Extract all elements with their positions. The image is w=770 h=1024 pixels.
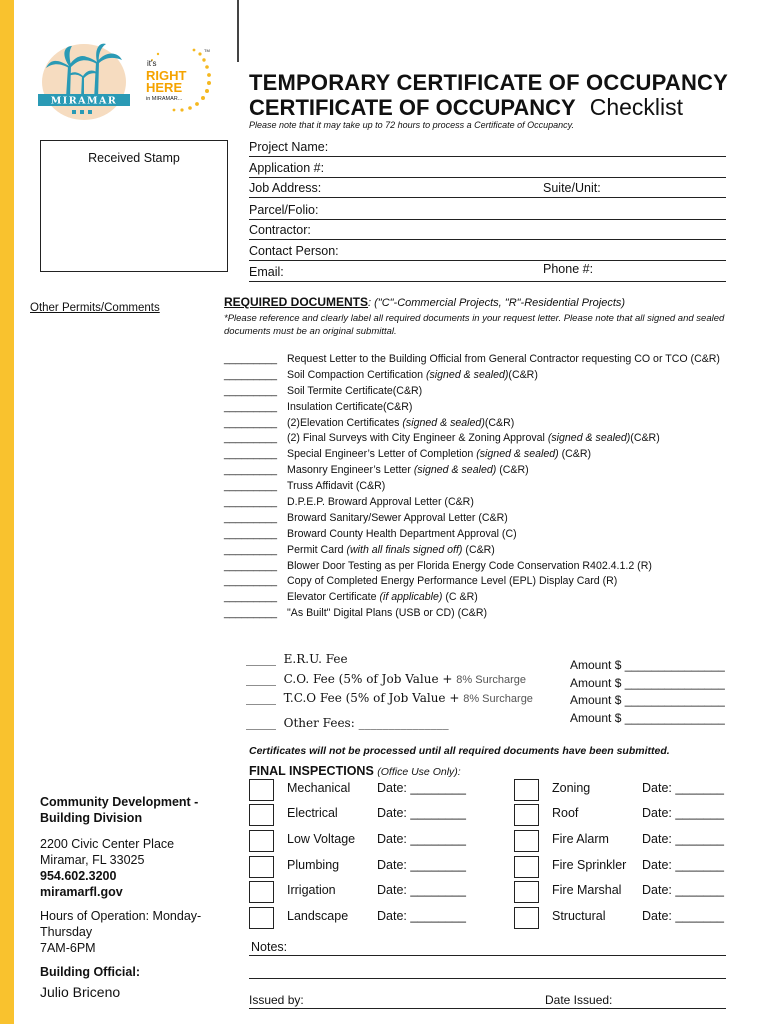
inspection-name: Roof [552, 806, 579, 820]
inspection-checkbox[interactable] [514, 830, 539, 852]
eru-fee-label: E.R.U. Fee [283, 652, 348, 666]
department-line-2: Building Division [40, 811, 143, 825]
checkbox-blank[interactable]: _________ [224, 559, 278, 572]
inspection-name: Low Voltage [287, 832, 356, 846]
required-document-label: Special Engineer’s Letter of Completion (signed & sealed) (C&R) [287, 448, 592, 461]
hours-line-1: Hours of Operation: Monday- [40, 909, 202, 923]
required-document-label: Broward County Health Department Approval (C) [287, 527, 517, 540]
required-document-label: "As Built" Digital Plans (USB or CD) (C&R) [287, 607, 488, 620]
other-permits-label: Other Permits/Comments [30, 302, 160, 314]
inspection-name: Electrical [287, 806, 338, 820]
tco-fee-surcharge: 8% Surcharge [463, 693, 533, 705]
required-document-label: (2)Elevation Certificates (signed & sealed)(C&R) [287, 416, 515, 429]
fee-blank: _____ [246, 652, 276, 666]
inspection-name: Mechanical [287, 781, 351, 795]
email-field[interactable] [249, 262, 726, 282]
building-official-label: Building Official: [40, 965, 140, 979]
inspection-date[interactable]: Date: _______ [642, 806, 725, 820]
inspection-date[interactable]: Date: _______ [642, 883, 725, 897]
inspection-name: Fire Marshal [552, 883, 622, 897]
project-name-label: Project Name: [249, 140, 329, 154]
required-document-item[interactable] [224, 447, 720, 463]
inspection-name: Irrigation [287, 883, 336, 897]
left-accent-bar [0, 0, 14, 1024]
checkbox-blank[interactable]: _________ [224, 607, 278, 620]
title-line-2 [249, 94, 683, 121]
application-field[interactable] [249, 158, 726, 178]
suite-unit-label: Suite/Unit: [543, 181, 601, 195]
required-document-item[interactable] [224, 559, 720, 575]
fee-blank: _____ [246, 672, 276, 686]
inspection-name: Structural [552, 909, 606, 923]
required-document-label: D.P.E.P. Broward Approval Letter (C&R) [287, 496, 474, 509]
logo-in-miramar-text: in MIRAMAR... [146, 96, 183, 102]
its-right-here-logo [140, 44, 216, 120]
logo-tm-text: TM [204, 48, 210, 53]
processing-warning: Certificates will not be processed until all required documents have been submitted. [249, 745, 670, 757]
processing-note: Please note that it may take up to 72 hours to process a Certificate of Occupancy. [249, 120, 575, 130]
inspection-date[interactable]: Date: ________ [377, 832, 466, 846]
required-document-label: Copy of Completed Energy Performance Level (EPL) Display Card (R) [287, 575, 618, 588]
required-document-label: Elevator Certificate (if applicable) (C &R) [287, 591, 478, 604]
email-label: Email: [249, 265, 284, 279]
required-document-item[interactable] [224, 368, 720, 384]
required-document-label: (2) Final Surveys with City Engineer & Zoning Approval (signed & sealed)(C&R) [287, 432, 660, 445]
inspection-checkbox[interactable] [249, 881, 274, 903]
required-document-item[interactable] [224, 574, 720, 590]
job-address-field[interactable] [249, 178, 726, 198]
received-stamp-box [40, 140, 228, 272]
inspection-date[interactable]: Date: ________ [377, 883, 466, 897]
building-official-name: Julio Briceno [40, 984, 121, 1000]
department-line-1: Community Development - [40, 795, 199, 809]
checkbox-blank[interactable]: _________ [224, 464, 278, 477]
inspection-checkbox[interactable] [514, 856, 539, 878]
required-document-label: Soil Compaction Certification (signed & sealed)(C&R) [287, 368, 538, 381]
amounts-column [570, 658, 725, 728]
inspection-date[interactable]: Date: ________ [377, 781, 466, 795]
required-document-item[interactable] [224, 495, 720, 511]
inspection-date[interactable]: Date: _______ [642, 781, 725, 795]
required-document-item[interactable] [224, 543, 720, 559]
amount-row[interactable]: Amount $ _______________ [570, 693, 725, 707]
inspection-checkbox[interactable] [249, 830, 274, 852]
required-document-item[interactable] [224, 590, 720, 606]
required-document-item[interactable] [224, 416, 720, 432]
required-document-label: Request Letter to the Building Official from General Contractor requesting CO or TCO (C&R) [287, 353, 720, 365]
date-issued-label: Date Issued: [545, 993, 613, 1007]
required-document-label: Soil Termite Certificate(C&R) [287, 384, 423, 397]
received-stamp-label: Received Stamp [88, 151, 180, 165]
miramar-logo-text: MIRAMAR [50, 95, 118, 107]
inspection-checkbox[interactable] [249, 779, 274, 801]
checkbox-blank[interactable]: _________ [224, 591, 278, 604]
application-label: Application #: [249, 161, 325, 175]
required-document-item[interactable] [224, 400, 720, 416]
contractor-field[interactable] [249, 220, 726, 240]
miramar-logo [36, 38, 132, 122]
address-line-1: 2200 Civic Center Place [40, 837, 175, 851]
checkbox-blank[interactable]: _________ [224, 575, 278, 588]
co-fee-label: C.O. Fee (5% of Job Value + [283, 672, 457, 686]
co-fee-row[interactable] [246, 672, 526, 686]
checkbox-blank[interactable]: _________ [224, 527, 278, 540]
contact-block [40, 794, 240, 1000]
inspection-checkbox[interactable] [514, 907, 539, 929]
inspection-name: Zoning [552, 781, 591, 795]
amount-row[interactable]: Amount $ _______________ [570, 658, 725, 672]
required-documents-list [224, 352, 720, 622]
amount-row[interactable]: Amount $ _______________ [570, 710, 725, 725]
inspection-date[interactable]: Date: _______ [642, 832, 725, 846]
contact-person-label: Contact Person: [249, 244, 339, 258]
fee-blank: _____ [246, 691, 276, 705]
notes-line[interactable] [249, 978, 726, 979]
required-documents-heading [224, 295, 625, 309]
title-line-1: TEMPORARY CERTIFICATE OF OCCUPANCY [249, 70, 728, 95]
parcel-folio-label: Parcel/Folio: [249, 203, 319, 217]
inspection-date[interactable]: Date: ________ [377, 806, 466, 820]
checkbox-blank[interactable]: _________ [224, 353, 278, 365]
contractor-label: Contractor: [249, 223, 311, 237]
required-document-item[interactable] [224, 511, 720, 527]
required-document-label: Insulation Certificate(C&R) [287, 400, 413, 413]
required-document-label: Masonry Engineer’s Letter (signed & sealed) (C&R) [287, 464, 529, 477]
contact-person-field[interactable] [249, 241, 726, 261]
parcel-folio-field[interactable] [249, 200, 726, 220]
tco-fee-label: T.C.O Fee (5% of Job Value + [283, 691, 464, 705]
inspection-date[interactable]: Date: ________ [377, 858, 466, 872]
checkbox-blank[interactable]: _________ [224, 480, 278, 493]
inspection-date[interactable]: Date: _______ [642, 909, 725, 923]
logo-its-text: it's [147, 59, 157, 68]
eru-fee-row[interactable] [246, 652, 348, 666]
required-document-item[interactable] [224, 527, 720, 543]
inspection-checkbox[interactable] [514, 779, 539, 801]
other-fees-label: Other Fees: _______________ [283, 716, 449, 730]
required-document-item[interactable] [224, 431, 720, 447]
checkbox-blank[interactable]: _________ [224, 496, 278, 509]
other-fees-row[interactable] [246, 716, 449, 730]
project-name-field[interactable] [249, 137, 726, 157]
required-document-label: Truss Affidavit (C&R) [287, 480, 386, 493]
address-line-2: Miramar, FL 33025 [40, 853, 145, 867]
checkbox-blank[interactable]: _________ [224, 432, 278, 445]
checkbox-blank[interactable]: _________ [224, 368, 278, 381]
required-document-label: Broward Sanitary/Sewer Approval Letter (C&R) [287, 511, 508, 524]
checkbox-blank[interactable]: _________ [224, 400, 278, 413]
final-inspections-subtitle: (Office Use Only): [377, 766, 461, 778]
phone-label: Phone #: [543, 262, 594, 276]
final-inspections-title: FINAL INSPECTIONS [249, 764, 374, 778]
required-documents-note: *Please reference and clearly label all required documents in your request letter. Please note that all signed and sealed documents must be an original submittal. [224, 313, 725, 337]
checkbox-blank[interactable]: _________ [224, 543, 278, 556]
title-checklist: Checklist [589, 94, 684, 120]
inspection-date[interactable]: Date: _______ [642, 858, 725, 872]
inspection-checkbox[interactable] [514, 804, 539, 826]
inspection-checkbox[interactable] [514, 881, 539, 903]
inspection-checkbox[interactable] [249, 804, 274, 826]
amount-row[interactable]: Amount $ _______________ [570, 675, 725, 690]
job-address-label: Job Address: [249, 181, 322, 195]
required-document-item[interactable] [224, 479, 720, 495]
required-documents-title: REQUIRED DOCUMENTS [224, 295, 369, 309]
inspection-name: Landscape [287, 909, 349, 923]
required-document-item[interactable] [224, 463, 720, 479]
logo-right-text: RIGHT [146, 68, 187, 83]
co-fee-surcharge: 8% Surcharge [456, 674, 526, 686]
checkbox-blank[interactable]: _________ [224, 384, 278, 397]
logo-here-text: HERE [146, 80, 183, 95]
inspection-name: Plumbing [287, 858, 340, 872]
checkbox-blank[interactable]: _________ [224, 416, 278, 429]
fee-blank: _____ [246, 716, 276, 730]
hours-line-3: 7AM-6PM [40, 941, 96, 955]
inspection-name: Fire Alarm [552, 832, 609, 846]
inspection-checkbox[interactable] [249, 907, 274, 929]
final-inspections-heading [249, 764, 461, 778]
title-line-2-text: CERTIFICATE OF OCCUPANCY [249, 95, 576, 120]
inspection-name: Fire Sprinkler [552, 858, 627, 872]
checkbox-blank[interactable]: _________ [224, 448, 278, 461]
inspection-date[interactable]: Date: ________ [377, 909, 466, 923]
contact-phone: 954.602.3200 [40, 869, 117, 883]
required-document-label: Blower Door Testing as per Florida Energy Code Conservation R402.4.1.2 (R) [287, 559, 652, 572]
issued-row[interactable] [249, 993, 726, 1009]
checkbox-blank[interactable]: _________ [224, 511, 278, 524]
required-document-item[interactable] [224, 352, 720, 368]
required-document-item[interactable] [224, 606, 720, 622]
required-document-label: Permit Card (with all finals signed off) (C&R) [287, 543, 495, 556]
required-document-item[interactable] [224, 384, 720, 400]
header-divider [237, 0, 239, 62]
required-documents-subtitle: : ("C"-Commercial Projects, "R"-Residential Projects) [368, 297, 626, 309]
contact-website: miramarfl.gov [40, 885, 123, 899]
issued-by-label: Issued by: [249, 993, 304, 1007]
inspection-checkbox[interactable] [249, 856, 274, 878]
notes-line[interactable] [249, 955, 726, 956]
notes-label: Notes: [251, 940, 288, 954]
tco-fee-row[interactable] [246, 691, 533, 705]
hours-line-2: Thursday [40, 925, 93, 939]
